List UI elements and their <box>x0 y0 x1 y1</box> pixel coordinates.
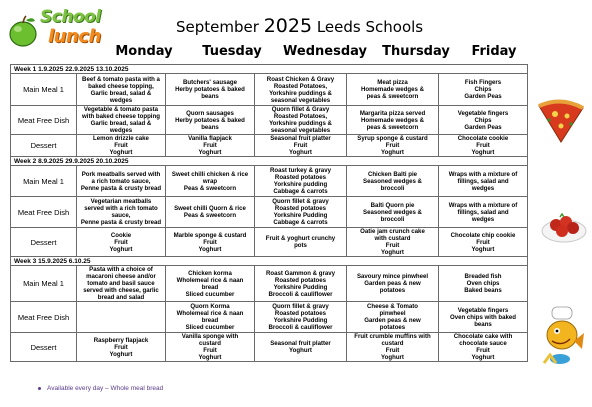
menu-cell <box>439 166 528 197</box>
menu-line: Yoghurt <box>289 149 312 156</box>
menu-cell <box>166 228 255 257</box>
menu-line: Wraps with a mixture of <box>448 201 518 209</box>
menu-cell <box>77 197 166 228</box>
menu-line: Chocolate cake with <box>453 333 513 340</box>
menu-line: Sliced cucumber <box>185 324 235 331</box>
week-header: Week 2 8.9.2025 29.9.2025 20.10.2025 <box>11 157 528 166</box>
menu-line: Margarita pizza served <box>359 109 426 117</box>
menu-line: Oatie jam crunch cake <box>360 228 425 235</box>
menu-line: seasonal vegetables <box>270 127 331 134</box>
day-header-tuesday: Tuesday <box>202 44 262 59</box>
menu-line: Fruit <box>476 238 490 246</box>
menu-line: tomato and basil sauce <box>87 280 155 287</box>
menu-line: Savoury mince pinwheel <box>356 273 429 280</box>
menu-line: peas & sweetcorn <box>366 123 419 131</box>
menu-line: Garden peas & new <box>364 317 421 324</box>
menu-line: Quorn fillet & Gravy <box>271 106 330 113</box>
menu-line: beans <box>201 93 219 100</box>
menu-line: Garlic bread, salad & <box>90 120 152 127</box>
menu-line: Yoghurt <box>381 249 404 256</box>
menu-line: Cabbage & carrots <box>273 219 328 226</box>
day-header-thursday: Thursday <box>382 44 450 59</box>
menu-line: with custard <box>374 235 411 242</box>
menu-line: Roasted potatoes <box>274 310 327 317</box>
menu-line: wedges <box>109 127 133 134</box>
menu-line: Pasta with a choice of <box>89 266 153 273</box>
menu-line: Fruit <box>293 142 308 149</box>
menu-cell <box>166 197 255 228</box>
menu-line: Yoghurt <box>381 149 404 156</box>
menu-line: Oven chips with baked <box>449 313 517 321</box>
menu-cell <box>77 228 166 257</box>
menu-cell <box>255 166 347 197</box>
title-year: 2025 <box>263 15 313 37</box>
menu-line: Homemade wedges & <box>361 116 424 124</box>
menu-line: Roast turkey & gravy <box>270 167 331 174</box>
menu-line: Baked beans <box>464 287 502 294</box>
menu-line: Quorn Korma <box>190 303 230 310</box>
menu-line: Roasted Potatoes, <box>273 82 328 90</box>
menu-cell <box>166 333 255 362</box>
menu-line: Meat pizza <box>377 79 408 86</box>
menu-cell <box>255 333 347 362</box>
row-label: Dessert <box>11 228 77 257</box>
menu-line: served with a rich tomato <box>84 205 158 212</box>
row-label: Dessert <box>11 333 77 362</box>
menu-cell <box>255 135 347 157</box>
menu-line: Fruit <box>385 242 400 249</box>
menu-line: fillings, salad and <box>457 177 509 185</box>
page-title <box>176 15 423 37</box>
menu-line: Chicken korma <box>188 269 232 277</box>
menu-line: wedges <box>471 184 495 192</box>
menu-line: Broccoli & cauliflower <box>268 290 333 298</box>
menu-cell <box>347 302 439 333</box>
menu-cell <box>77 74 166 106</box>
menu-line: broccoli <box>380 215 405 223</box>
menu-line: Chocolate chip cookie <box>450 231 516 239</box>
menu-cell <box>255 106 347 135</box>
menu-cell <box>439 197 528 228</box>
menu-line: Roast Gammon & gravy <box>265 269 336 277</box>
menu-line: Yorkshire puddings & <box>269 120 332 127</box>
menu-line: Fruit <box>385 347 400 354</box>
menu-cell <box>166 166 255 197</box>
menu-cell <box>166 135 255 157</box>
menu-cell <box>255 74 347 106</box>
menu-line: Chicken Balti pie <box>367 170 418 178</box>
menu-line: pinwheel <box>379 310 406 317</box>
menu-cell <box>347 228 439 257</box>
menu-line: sauce, <box>111 212 131 219</box>
week-header: Week 3 15.9.2025 6.10.25 <box>11 257 528 266</box>
menu-row <box>11 74 528 106</box>
menu-line: Fruit <box>114 343 128 351</box>
menu-line: Fruit <box>476 142 490 149</box>
menu-line: Seasonal fruit platter <box>270 340 331 347</box>
menu-line: peas & sweetcorn <box>366 93 419 100</box>
menu-line: Chocolate cookie <box>457 135 509 142</box>
menu-cell <box>347 266 439 302</box>
menu-line: bread <box>201 283 219 291</box>
logo-text-school: School <box>40 7 101 27</box>
menu-line: Yoghurt <box>289 347 312 354</box>
menu-row <box>11 333 528 362</box>
menu-line: Wholemeal rice & naan <box>176 276 244 284</box>
menu-line: Pork meatballs served with <box>81 170 161 178</box>
menu-line: Herby potatoes & baked <box>175 86 245 93</box>
menu-cell <box>347 106 439 135</box>
week-header: Week 1 1.9.2025 22.9.2025 13.10.2025 <box>11 65 528 74</box>
menu-cell <box>77 333 166 362</box>
menu-cell <box>77 166 166 197</box>
menu-cell <box>347 197 439 228</box>
menu-line: Garden Peas <box>464 123 502 131</box>
day-header-monday: Monday <box>115 44 173 59</box>
menu-line: Beef & tomato pasta with a <box>82 75 160 83</box>
menu-line: Cookie <box>110 231 132 239</box>
menu-line: potatoes <box>379 287 406 294</box>
menu-line: custard <box>381 340 404 347</box>
menu-line: Quorn sausages <box>186 109 234 117</box>
row-label: Meat Free Dish <box>11 302 77 333</box>
menu-line: wedges <box>109 96 133 104</box>
menu-cell <box>439 302 528 333</box>
menu-line: Yoghurt <box>198 149 222 156</box>
menu-line: Fish Fingers <box>464 79 502 86</box>
menu-row <box>11 266 528 302</box>
menu-row <box>11 166 528 197</box>
menu-line: Oven chips <box>466 280 500 287</box>
menu-cell <box>77 135 166 157</box>
menu-line: bread and salad <box>97 294 145 301</box>
menu-line: Vanilla sponge with <box>181 333 239 340</box>
menu-line: with baked cheese topping <box>82 113 160 120</box>
menu-line: chocolate sauce <box>459 340 507 347</box>
row-label: Main Meal 1 <box>11 74 77 106</box>
menu-line: Sweet chilli Quorn & rice <box>174 205 246 212</box>
menu-line: bread <box>201 317 219 324</box>
menu-line: custard <box>198 340 221 347</box>
menu-line: Yoghurt <box>109 245 133 253</box>
logo-text-lunch: lunch <box>48 26 101 47</box>
menu-line: Vegetable fingers <box>457 306 509 314</box>
day-headers <box>0 44 592 62</box>
menu-line: Wraps with a mixture of <box>448 170 518 178</box>
menu-line: served with cheese, garlic <box>83 287 159 294</box>
menu-line: Vegetable fingers <box>457 109 509 117</box>
menu-cell <box>255 197 347 228</box>
fish-chef-mascot-image <box>538 303 588 373</box>
menu-line: Seasoned wedges & <box>363 177 422 185</box>
menu-line: pots <box>294 242 307 249</box>
menu-row <box>11 197 528 228</box>
menu-line: Yoghurt <box>109 149 133 156</box>
menu-line: Yoghurt <box>381 354 404 361</box>
menu-line: Yoghurt <box>198 354 222 361</box>
menu-line: Cheese & Tomato <box>366 303 419 310</box>
menu-line: Yoghurt <box>471 354 495 361</box>
menu-line: Garlic bread, salad & <box>90 89 152 97</box>
day-header-wednesday: Wednesday <box>283 44 367 59</box>
week-header-row <box>11 157 528 166</box>
menu-line: Yorkshire pudding <box>273 181 328 188</box>
menu-line: Fruit crumble muffins with <box>354 333 431 340</box>
menu-line: beans <box>474 320 492 328</box>
week-header-row <box>11 257 528 266</box>
menu-line: Peas & sweetcorn <box>183 184 237 192</box>
menu-line: Herby potatoes & baked <box>175 116 245 124</box>
menu-row <box>11 106 528 135</box>
menu-line: Wholemeal rice & naan <box>176 310 244 317</box>
menu-line: Raspberry flapjack <box>93 336 149 344</box>
menu-line: Homemade wedges & <box>361 86 424 93</box>
menu-line: Seasoned wedges & <box>363 208 422 216</box>
menu-line: macaroni cheese and/or <box>86 273 156 280</box>
menu-line: Fruit <box>203 238 217 246</box>
menu-cell <box>166 302 255 333</box>
menu-cell <box>166 106 255 135</box>
menu-cell <box>166 266 255 302</box>
menu-line: Vegetable & tomato pasta <box>83 106 159 113</box>
menu-line: Penne pasta & crusty bread <box>80 184 162 192</box>
menu-line: Yorkshire Pudding <box>273 283 328 291</box>
menu-cell <box>439 135 528 157</box>
menu-cell <box>439 106 528 135</box>
row-label: Main Meal 1 <box>11 166 77 197</box>
menu-line: Fruit <box>203 347 217 354</box>
footer-text: Available every day – Whole meal bread <box>47 385 164 392</box>
menu-line: Fruit <box>114 142 128 149</box>
menu-line: Penne pasta & crusty bread <box>80 219 162 226</box>
menu-line: Garden peas & new <box>364 280 421 287</box>
menu-table <box>10 64 528 362</box>
menu-line: beans <box>201 123 219 131</box>
menu-line: Yoghurt <box>471 245 495 253</box>
menu-line: Yoghurt <box>198 245 222 253</box>
footer-note <box>38 385 163 392</box>
menu-line: Butchers' sausage <box>183 79 237 86</box>
menu-line: fillings, salad and <box>457 208 509 216</box>
row-label: Meat Free Dish <box>11 197 77 228</box>
menu-line: Quorn fillet & gravy <box>272 198 329 205</box>
title-suffix: Leeds Schools <box>316 18 424 36</box>
menu-line: Broccoli & cauliflower <box>268 324 333 331</box>
menu-line: seasonal vegetables <box>270 96 331 104</box>
menu-cell <box>439 266 528 302</box>
pizza-slice-image <box>535 98 587 144</box>
menu-line: Yorkshire puddings & <box>269 89 332 97</box>
menu-cell <box>255 302 347 333</box>
menu-row <box>11 135 528 157</box>
menu-cell <box>439 333 528 362</box>
menu-line: Lemon drizzle cake <box>93 135 149 142</box>
menu-line: Balti Quorn pie <box>370 201 415 209</box>
menu-line: Sliced cucumber <box>185 290 235 298</box>
title-month: September <box>176 18 259 36</box>
menu-row <box>11 228 528 257</box>
menu-line: wedges <box>471 215 495 223</box>
menu-line: baked cheese topping, <box>88 82 154 90</box>
menu-line: Syrup sponge & custard <box>357 135 428 142</box>
menu-line: Vegetarian meatballs <box>90 198 152 205</box>
bullet-icon <box>38 387 41 390</box>
day-header-friday: Friday <box>471 44 517 59</box>
week-header-row <box>11 65 528 74</box>
menu-line: Peas & sweetcorn <box>183 212 237 219</box>
menu-line: Roasted potatoes <box>274 276 327 284</box>
menu-line: Yorkshire Pudding <box>273 212 328 219</box>
menu-line: Quorn fillet & gravy <box>272 303 329 310</box>
menu-line: Fruit <box>203 142 217 149</box>
menu-line: Fruit <box>114 238 128 246</box>
menu-cell <box>255 228 347 257</box>
menu-line: wrap <box>202 177 218 185</box>
menu-line: Yoghurt <box>109 350 133 358</box>
menu-line: Yorkshire Pudding <box>273 317 328 324</box>
menu-cell <box>77 302 166 333</box>
menu-cell <box>347 74 439 106</box>
menu-cell <box>77 106 166 135</box>
row-label: Dessert <box>11 135 77 157</box>
menu-line: Roasted potatoes <box>274 205 327 212</box>
menu-line: Garden Peas <box>464 93 502 100</box>
menu-cell <box>347 135 439 157</box>
menu-line: Fruit <box>476 347 490 354</box>
menu-cell <box>77 266 166 302</box>
menu-cell <box>255 266 347 302</box>
apple-icon <box>8 14 38 48</box>
menu-cell <box>439 228 528 257</box>
row-label: Main Meal 1 <box>11 266 77 302</box>
menu-cell <box>439 74 528 106</box>
menu-line: Vanilla flapjack <box>188 135 232 142</box>
menu-cell <box>347 166 439 197</box>
row-label: Meat Free Dish <box>11 106 77 135</box>
menu-line: a rich tomato sauce, <box>91 177 151 185</box>
menu-cell <box>166 74 255 106</box>
menu-line: Breaded fish <box>464 273 502 280</box>
menu-line: Marble sponge & custard <box>173 231 247 239</box>
menu-row <box>11 302 528 333</box>
menu-line: Chips <box>474 116 492 124</box>
menu-cell <box>347 333 439 362</box>
menu-line: Roasted Potatoes, <box>273 113 328 120</box>
menu-line: Sweet chilli chicken & rice <box>171 170 249 178</box>
menu-line: broccoli <box>380 184 405 192</box>
menu-line: Roast Chicken & Gravy <box>266 75 335 83</box>
menu-line: potatoes <box>379 324 406 331</box>
meatballs-plate-image <box>540 205 588 245</box>
menu-line: Chips <box>474 86 492 93</box>
menu-line: Roasted potatoes <box>274 174 327 181</box>
menu-line: Cabbage & carrots <box>273 188 328 195</box>
menu-line: Yoghurt <box>471 149 495 156</box>
menu-line: Seasonal fruit platter <box>270 135 331 142</box>
menu-line: Fruit <box>385 142 400 149</box>
menu-line: Fruit & yoghurt crunchy <box>265 235 336 242</box>
